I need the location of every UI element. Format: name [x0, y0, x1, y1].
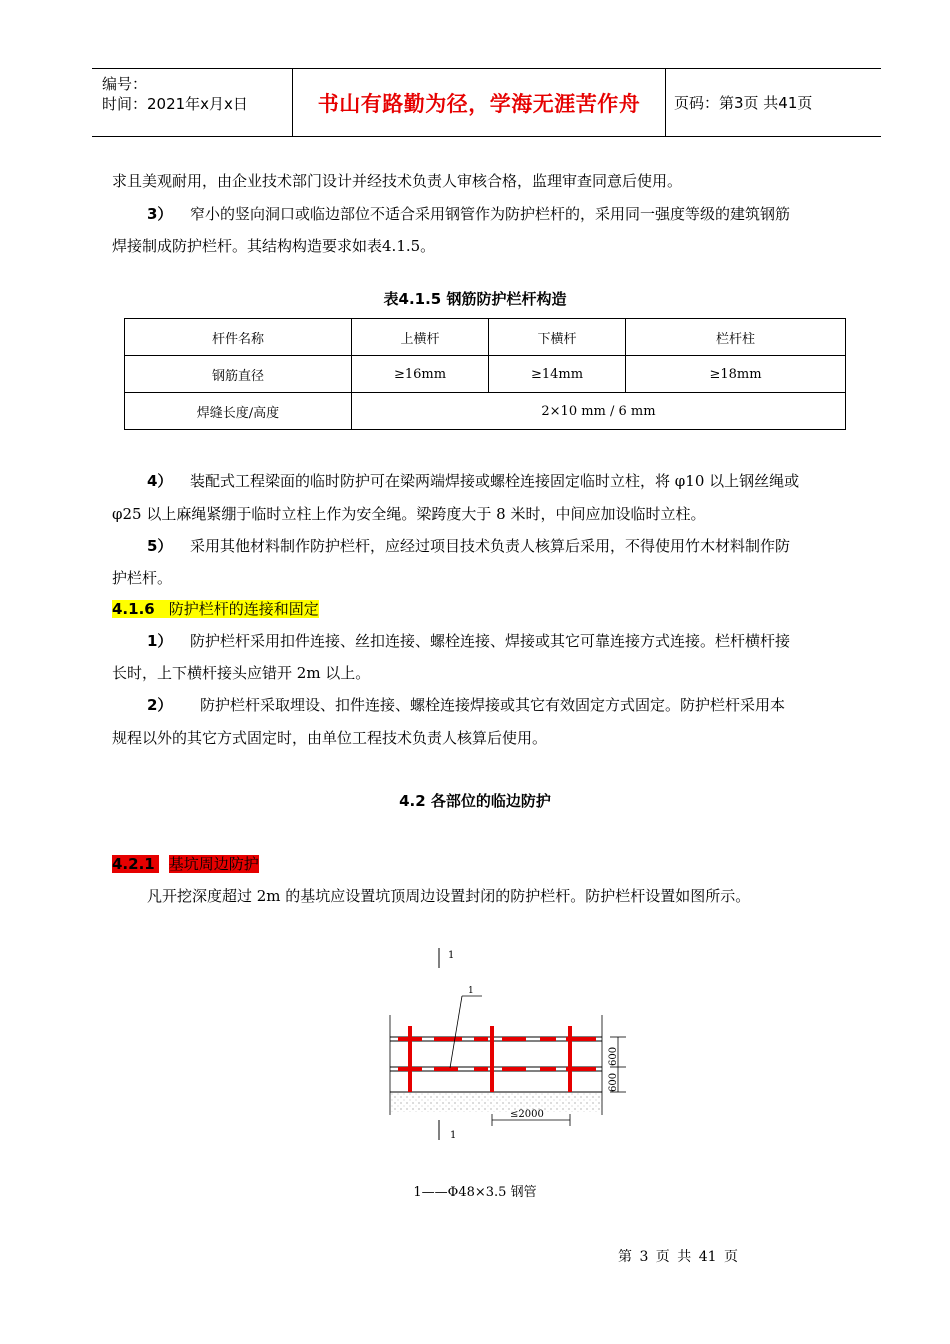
section-4-1-6-heading [112, 598, 319, 619]
item-4-line-2: φ25 以上麻绳紧绷于临时立柱上作为安全绳。梁跨度大于 8 米时，中间应加设临时立柱。 [112, 505, 706, 523]
item-4-line-1: 装配式工程梁面的临时防护可在梁两端焊接或螺栓连接固定临时立柱，将 φ10 以上钢丝绳或 [190, 472, 800, 490]
header-motto-cell [293, 69, 666, 136]
section-title: 基坑周边防护 [168, 855, 259, 873]
sub-item-1-number: 1） [147, 632, 173, 650]
dim-600-lower: 600 [608, 1072, 619, 1092]
table-header-cell: 上横杆 [352, 319, 489, 356]
figure-caption: 1——Φ48×3.5 钢管 [413, 1185, 537, 1200]
table-header-cell: 下横杆 [489, 319, 626, 356]
header-left-cell [92, 69, 293, 136]
sub-item-1-line-1: 防护栏杆采用扣件连接、丝扣连接、螺栓连接、焊接或其它可靠连接方式连接。栏杆横杆接 [190, 632, 791, 650]
table-header-cell: 杆件名称 [125, 319, 352, 356]
section-number: 4.1.6 [112, 600, 155, 618]
section-title: 防护栏杆的连接和固定 [155, 600, 319, 618]
section-4-2-1-heading [112, 853, 259, 874]
dim-span-label: ≤2000 [510, 1109, 544, 1120]
table-cell: ≥16mm [352, 356, 489, 393]
paragraph-continuation: 求且美观耐用，由企业技术部门设计并经技术负责人审核合格，监理审查同意后使用。 [112, 172, 683, 190]
section-4-2-heading: 4.2 各部位的临边防护 [399, 792, 551, 810]
page-label: 页码：第3页 共41页 [674, 94, 813, 112]
table-header-row [125, 319, 846, 356]
motto: 书山有路勤为径，学海无涯苦作舟 [317, 91, 641, 116]
dim-600-upper: 600 [608, 1046, 619, 1066]
sub-item-2-line-2: 规程以外的其它方式固定时，由单位工程技术负责人核算后使用。 [112, 729, 548, 747]
document-header [92, 68, 881, 137]
table-header-cell: 栏杆柱 [626, 319, 846, 356]
item-3-line-2: 焊接制成防护栏杆。其结构构造要求如表4.1.5。 [112, 237, 436, 255]
table-cell: 钢筋直径 [125, 356, 352, 393]
table-cell: ≥18mm [626, 356, 846, 393]
table-cell: 焊缝长度/高度 [125, 393, 352, 430]
posts [410, 1026, 570, 1092]
cut-label-bottom: 1 [450, 1130, 457, 1141]
table-cell: 2×10 mm / 6 mm [352, 393, 846, 430]
sub-item-2-line-1: 防护栏杆采取埋设、扣件连接、螺栓连接焊接或其它有效固定方式固定。防护栏杆采用本 [200, 696, 786, 714]
cut-label-top: 1 [448, 950, 455, 961]
item-5-number: 5） [147, 537, 173, 555]
paragraph-4-2-1: 凡开挖深度超过 2m 的基坑应设置坑顶周边设置封闭的防护栏杆。防护栏杆设置如图所示。 [147, 887, 751, 905]
leader-line [450, 996, 462, 1068]
sub-item-1-line-2: 长时，上下横杆接头应错开 2m 以上。 [112, 664, 371, 682]
table-cell: ≥14mm [489, 356, 626, 393]
sub-item-2-number: 2） [147, 696, 173, 714]
rebar-guardrail-table [124, 318, 846, 430]
page-footer: 第 3 页 共 41 页 [618, 1249, 738, 1265]
table-caption: 表4.1.5 钢筋防护栏杆构造 [383, 290, 567, 308]
code-label: 编号： [102, 75, 148, 93]
item-5-line-1: 采用其他材料制作防护栏杆，应经过项目技术负责人核算后采用，不得使用竹木材料制作防 [190, 537, 791, 555]
item-5-line-2: 护栏杆。 [112, 569, 173, 587]
guardrail-figure [370, 940, 650, 1150]
time-label: 时间：2021年x月x日 [102, 95, 248, 113]
ground-fill [390, 1092, 602, 1112]
item-4-number: 4） [147, 472, 173, 490]
leader-label: 1 [468, 986, 474, 996]
table-row [125, 393, 846, 430]
table-row [125, 356, 846, 393]
item-3-number: 3） [147, 205, 173, 223]
item-3-line-1: 窄小的竖向洞口或临边部位不适合采用钢管作为防护栏杆的，采用同一强度等级的建筑钢筋 [190, 205, 791, 223]
header-page-cell [666, 69, 881, 136]
section-number: 4.2.1 [112, 855, 159, 873]
